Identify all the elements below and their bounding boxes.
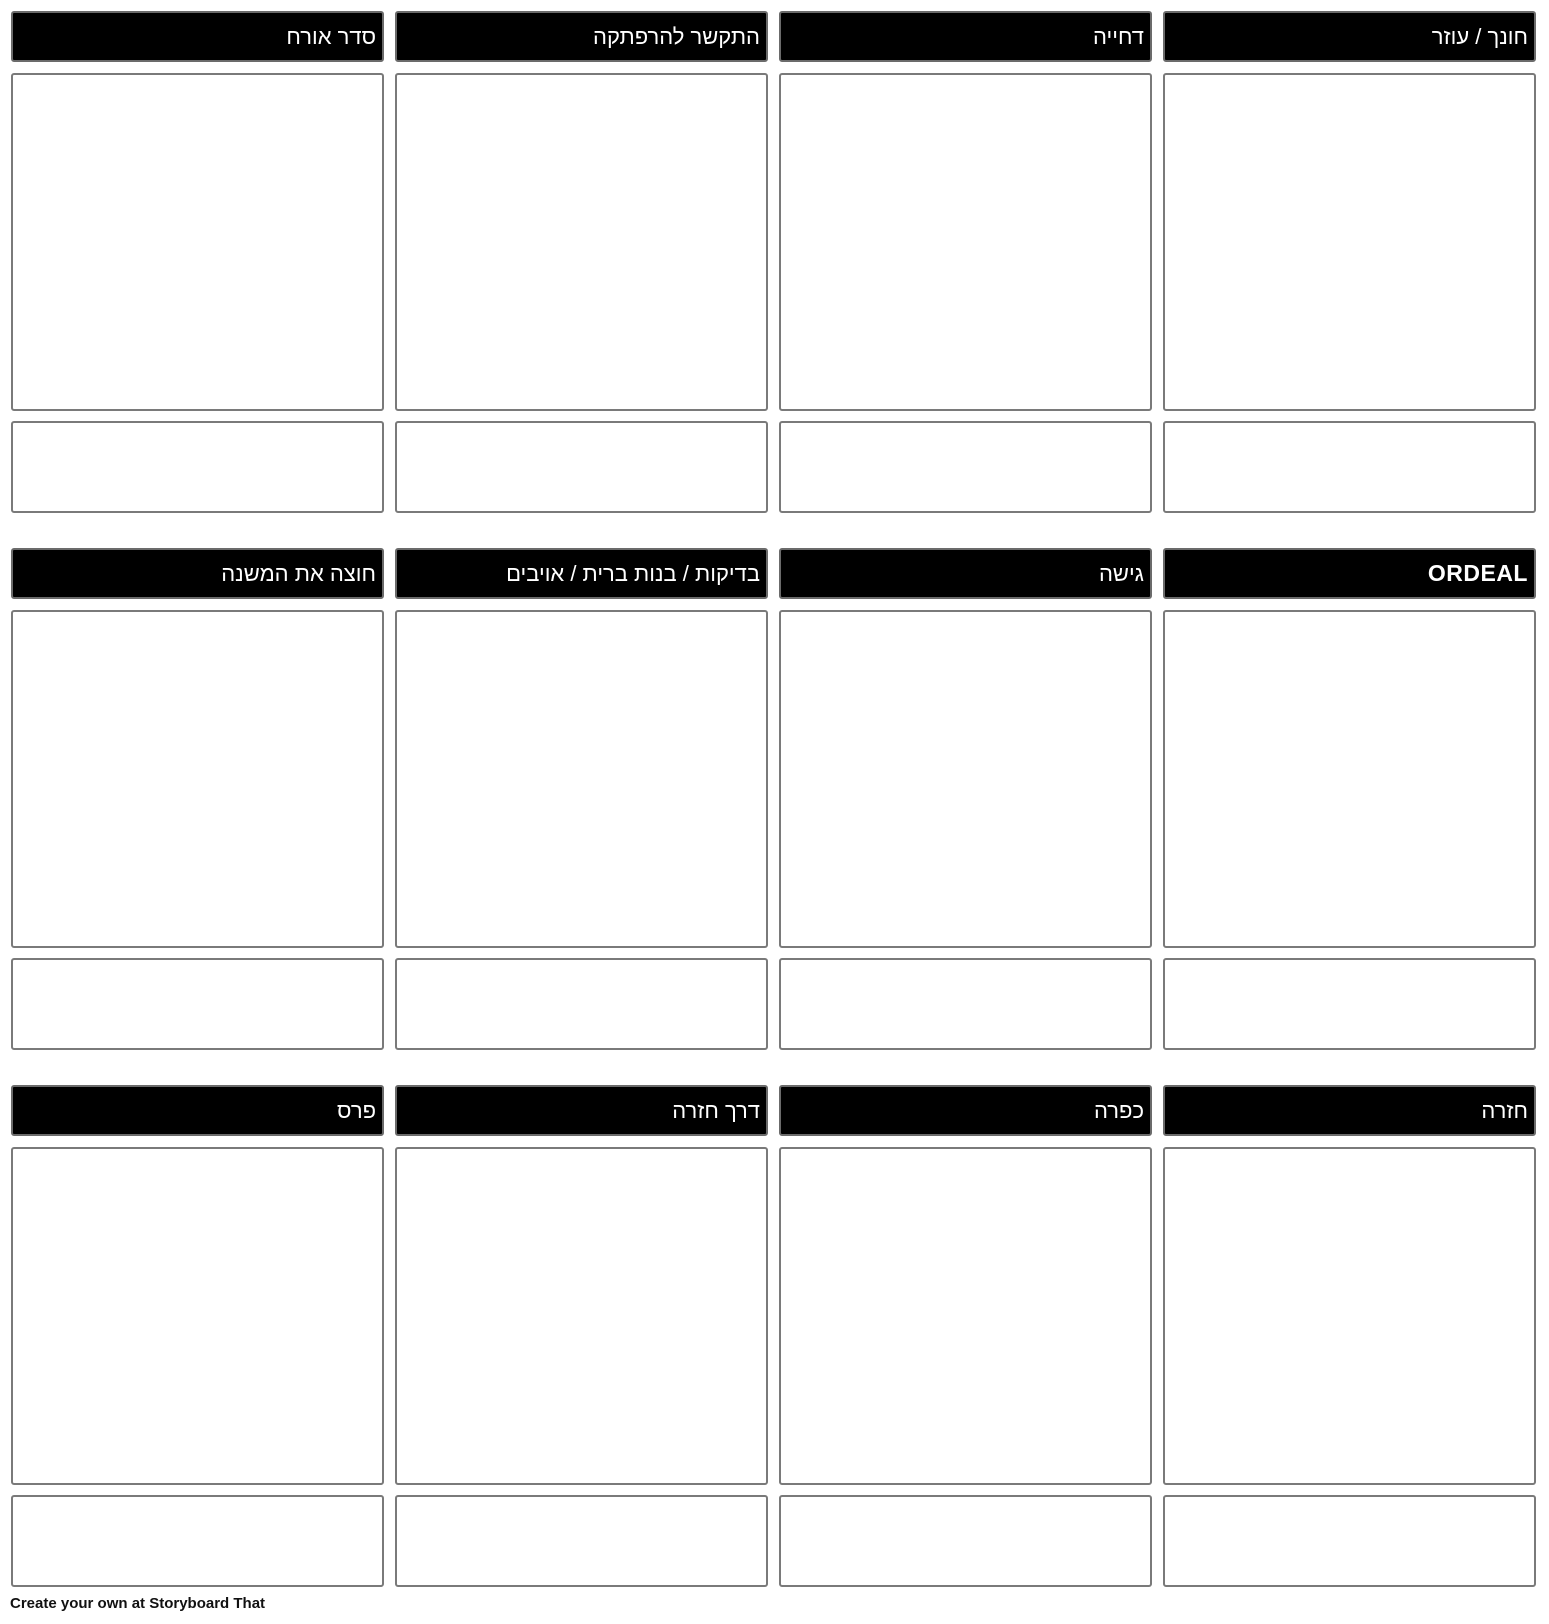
cell-title[interactable]: פרס [11, 1085, 384, 1136]
scene-box[interactable] [779, 1147, 1152, 1485]
cell-title[interactable]: דרך חזרה [395, 1085, 768, 1136]
cell-title[interactable]: התקשר להרפתקה [395, 11, 768, 62]
cell-title[interactable]: חוצה את המשנה [11, 548, 384, 599]
caption-box[interactable] [11, 1495, 384, 1587]
scene-box[interactable] [395, 610, 768, 948]
scene-box[interactable] [779, 610, 1152, 948]
caption-box[interactable] [11, 421, 384, 513]
scene-box[interactable] [11, 1147, 384, 1485]
caption-box[interactable] [11, 958, 384, 1050]
caption-box[interactable] [779, 1495, 1152, 1587]
scene-box[interactable] [779, 73, 1152, 411]
cell-title[interactable]: חונך / עוזר [1163, 11, 1536, 62]
cell-title[interactable]: ORDEAL [1163, 548, 1536, 599]
cell-title[interactable]: חזרה [1163, 1085, 1536, 1136]
caption-box[interactable] [1163, 421, 1536, 513]
cell-title[interactable]: סדר אורח [11, 11, 384, 62]
scene-box[interactable] [1163, 610, 1536, 948]
scene-box[interactable] [11, 610, 384, 948]
scene-box[interactable] [1163, 73, 1536, 411]
cell-title[interactable]: בדיקות / בנות ברית / אויבים [395, 548, 768, 599]
scene-box[interactable] [395, 1147, 768, 1485]
caption-box[interactable] [395, 421, 768, 513]
cell-title[interactable]: דחייה [779, 11, 1152, 62]
scene-box[interactable] [11, 73, 384, 411]
caption-box[interactable] [395, 1495, 768, 1587]
cell-title[interactable]: גישה [779, 548, 1152, 599]
caption-box[interactable] [779, 421, 1152, 513]
caption-box[interactable] [1163, 958, 1536, 1050]
cell-title[interactable]: כפרה [779, 1085, 1152, 1136]
scene-box[interactable] [395, 73, 768, 411]
caption-box[interactable] [395, 958, 768, 1050]
caption-box[interactable] [1163, 1495, 1536, 1587]
scene-box[interactable] [1163, 1147, 1536, 1485]
footer-credit[interactable]: Create your own at Storyboard That [10, 1595, 266, 1612]
caption-box[interactable] [779, 958, 1152, 1050]
